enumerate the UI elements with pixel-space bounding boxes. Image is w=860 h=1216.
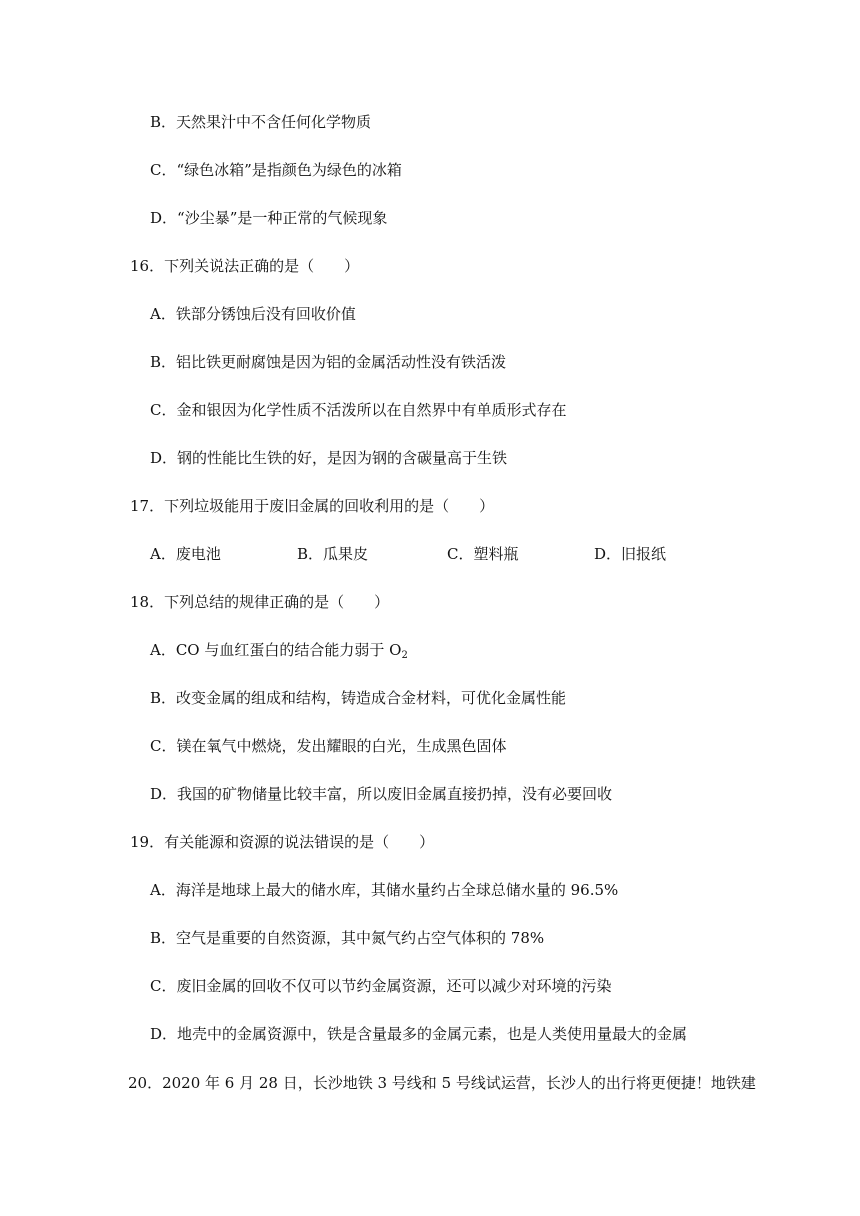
q16-stem: 16．下列关说法正确的是（ ） bbox=[130, 257, 360, 275]
q17-stem: 17．下列垃圾能用于废旧金属的回收利用的是（ ） bbox=[130, 497, 495, 515]
q18-option-d: D．我国的矿物储量比较丰富，所以废旧金属直接扔掉，没有必要回收 bbox=[150, 785, 613, 803]
q15-option-d: D．“沙尘暴”是一种正常的气候现象 bbox=[150, 209, 388, 227]
q16-option-c: C．金和银因为化学性质不活泼所以在自然界中有单质形式存在 bbox=[150, 401, 567, 419]
q19-stem: 19．有关能源和资源的说法错误的是（ ） bbox=[130, 833, 435, 851]
q18-option-c: C．镁在氧气中燃烧，发出耀眼的白光，生成黑色固体 bbox=[150, 737, 507, 755]
q16-option-d: D．钢的性能比生铁的好，是因为钢的含碳量高于生铁 bbox=[150, 449, 508, 467]
q17-option-a: A．废电池 bbox=[150, 545, 221, 563]
q18-stem: 18．下列总结的规律正确的是（ ） bbox=[130, 593, 390, 611]
q18-option-a-subscript: 2 bbox=[401, 650, 408, 661]
q15-option-c: C．“绿色冰箱”是指颜色为绿色的冰箱 bbox=[150, 161, 402, 179]
q16-option-b: B．铝比铁更耐腐蚀是因为铝的金属活动性没有铁活泼 bbox=[150, 353, 507, 371]
q17-option-b: B．瓜果皮 bbox=[297, 545, 369, 563]
q19-option-b: B．空气是重要的自然资源，其中氮气约占空气体积的 78% bbox=[150, 929, 545, 947]
q16-option-a: A．铁部分锈蚀后没有回收价值 bbox=[150, 305, 356, 323]
q18-option-a bbox=[150, 640, 408, 660]
q17-option-d: D．旧报纸 bbox=[594, 545, 667, 563]
q18-option-b: B．改变金属的组成和结构，铸造成合金材料，可优化金属性能 bbox=[150, 689, 567, 707]
q19-option-c: C．废旧金属的回收不仅可以节约金属资源，还可以减少对环境的污染 bbox=[150, 977, 612, 995]
q18-option-a-text: A．CO 与血红蛋白的结合能力弱于 O bbox=[150, 641, 402, 659]
q19-option-a: A．海洋是地球上最大的储水库，其储水量约占全球总储水量的 96.5% bbox=[150, 881, 619, 899]
q17-option-c: C．塑料瓶 bbox=[447, 545, 519, 563]
q19-option-d: D．地壳中的金属资源中，铁是含量最多的金属元素，也是人类使用量最大的金属 bbox=[150, 1025, 688, 1043]
q20-stem: 20．2020 年 6 月 28 日，长沙地铁 3 号线和 5 号线试运营，长沙人的出行将更便捷！地铁建 bbox=[128, 1074, 756, 1092]
q15-option-b: B．天然果汁中不含任何化学物质 bbox=[150, 113, 372, 131]
